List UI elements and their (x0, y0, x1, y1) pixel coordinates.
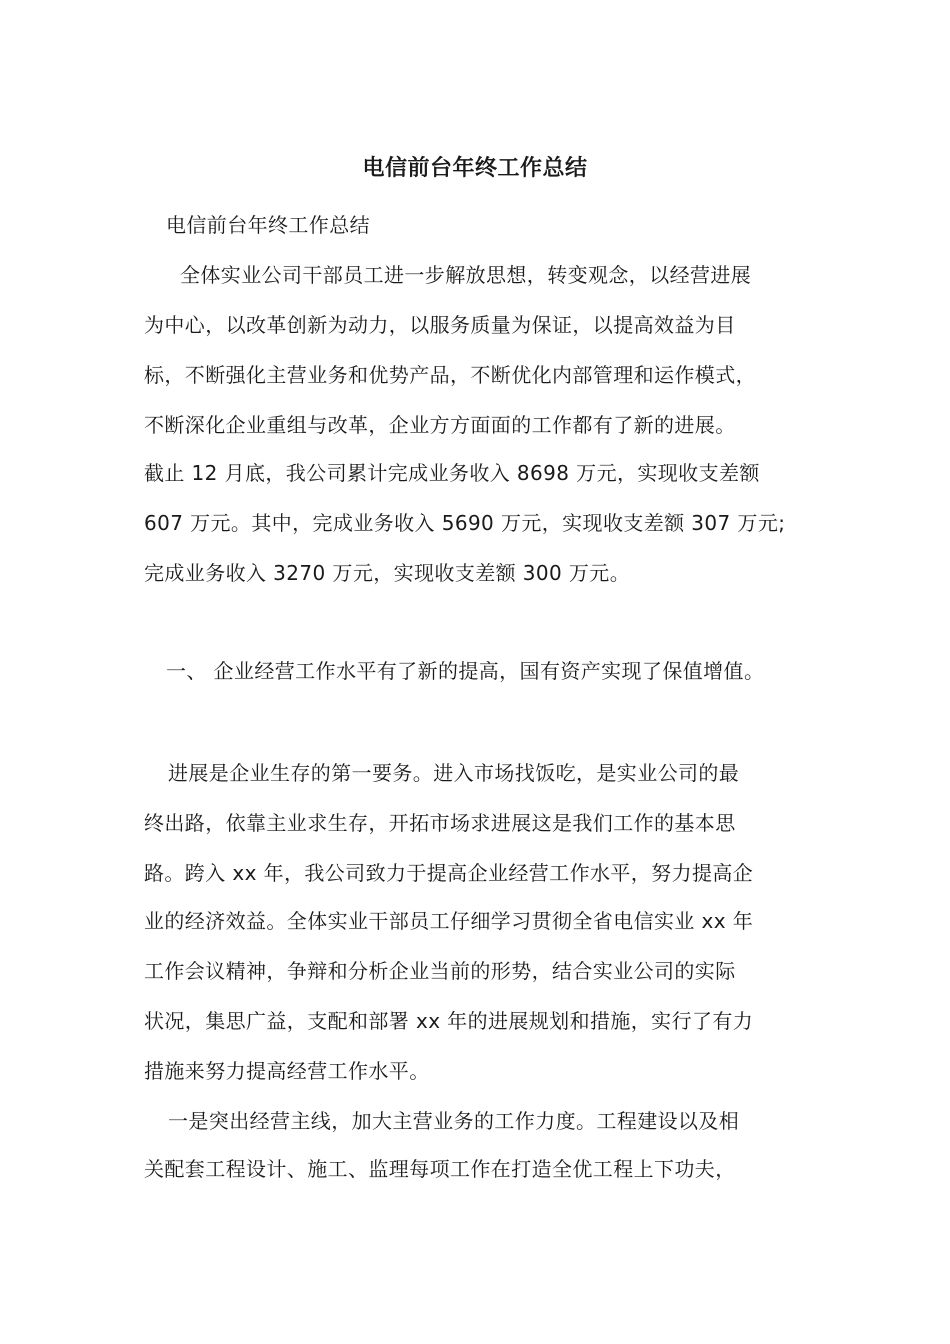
paragraph-line: 完成业务收入 3270 万元，实现收支差额 300 万元。 (144, 561, 631, 585)
document-title: 电信前台年终工作总结 (362, 156, 588, 181)
paragraph-line: 607 万元。其中，完成业务收入 5690 万元，实现收支差额 307 万元; (144, 511, 786, 535)
paragraph-line: 工作会议精神，争辩和分析企业当前的形势，结合实业公司的实际 (144, 959, 736, 983)
paragraph-line: 截止 12 月底，我公司累计完成业务收入 8698 万元，实现收支差额 (144, 461, 760, 485)
paragraph-line: 全体实业公司干部员工进一步解放思想，转变观念，以经营进展 (180, 263, 752, 287)
paragraph-line: 标，不断强化主营业务和优势产品，不断优化内部管理和运作模式， (144, 363, 756, 387)
paragraph-line: 不断深化企业重组与改革，企业方方面面的工作都有了新的进展。 (144, 413, 736, 437)
paragraph-line: 关配套工程设计、施工、监理每项工作在打造全优工程上下功夫， (144, 1157, 736, 1181)
paragraph-line: 为中心，以改革创新为动力，以服务质量为保证，以提高效益为目 (144, 313, 736, 337)
paragraph-line: 状况，集思广益，支配和部署 xx 年的进展规划和措施，实行了有力 (144, 1009, 754, 1033)
paragraph-line: 终出路，依靠主业求生存，开拓市场求进展这是我们工作的基本思 (144, 811, 736, 835)
paragraph-line: 措施来努力提高经营工作水平。 (144, 1059, 430, 1083)
document-subtitle: 电信前台年终工作总结 (166, 213, 370, 237)
paragraph-line: 路。跨入 xx 年，我公司致力于提高企业经营工作水平，努力提高企 (144, 861, 754, 885)
paragraph-line: 业的经济效益。全体实业干部员工仔细学习贯彻全省电信实业 xx 年 (144, 909, 754, 933)
section-heading: 一、 企业经营工作水平有了新的提高，国有资产实现了保值增值。 (166, 659, 765, 683)
paragraph-line: 一是突出经营主线，加大主营业务的工作力度。工程建设以及相 (168, 1109, 740, 1133)
paragraph-line: 进展是企业生存的第一要务。进入市场找饭吃，是实业公司的最 (168, 761, 740, 785)
